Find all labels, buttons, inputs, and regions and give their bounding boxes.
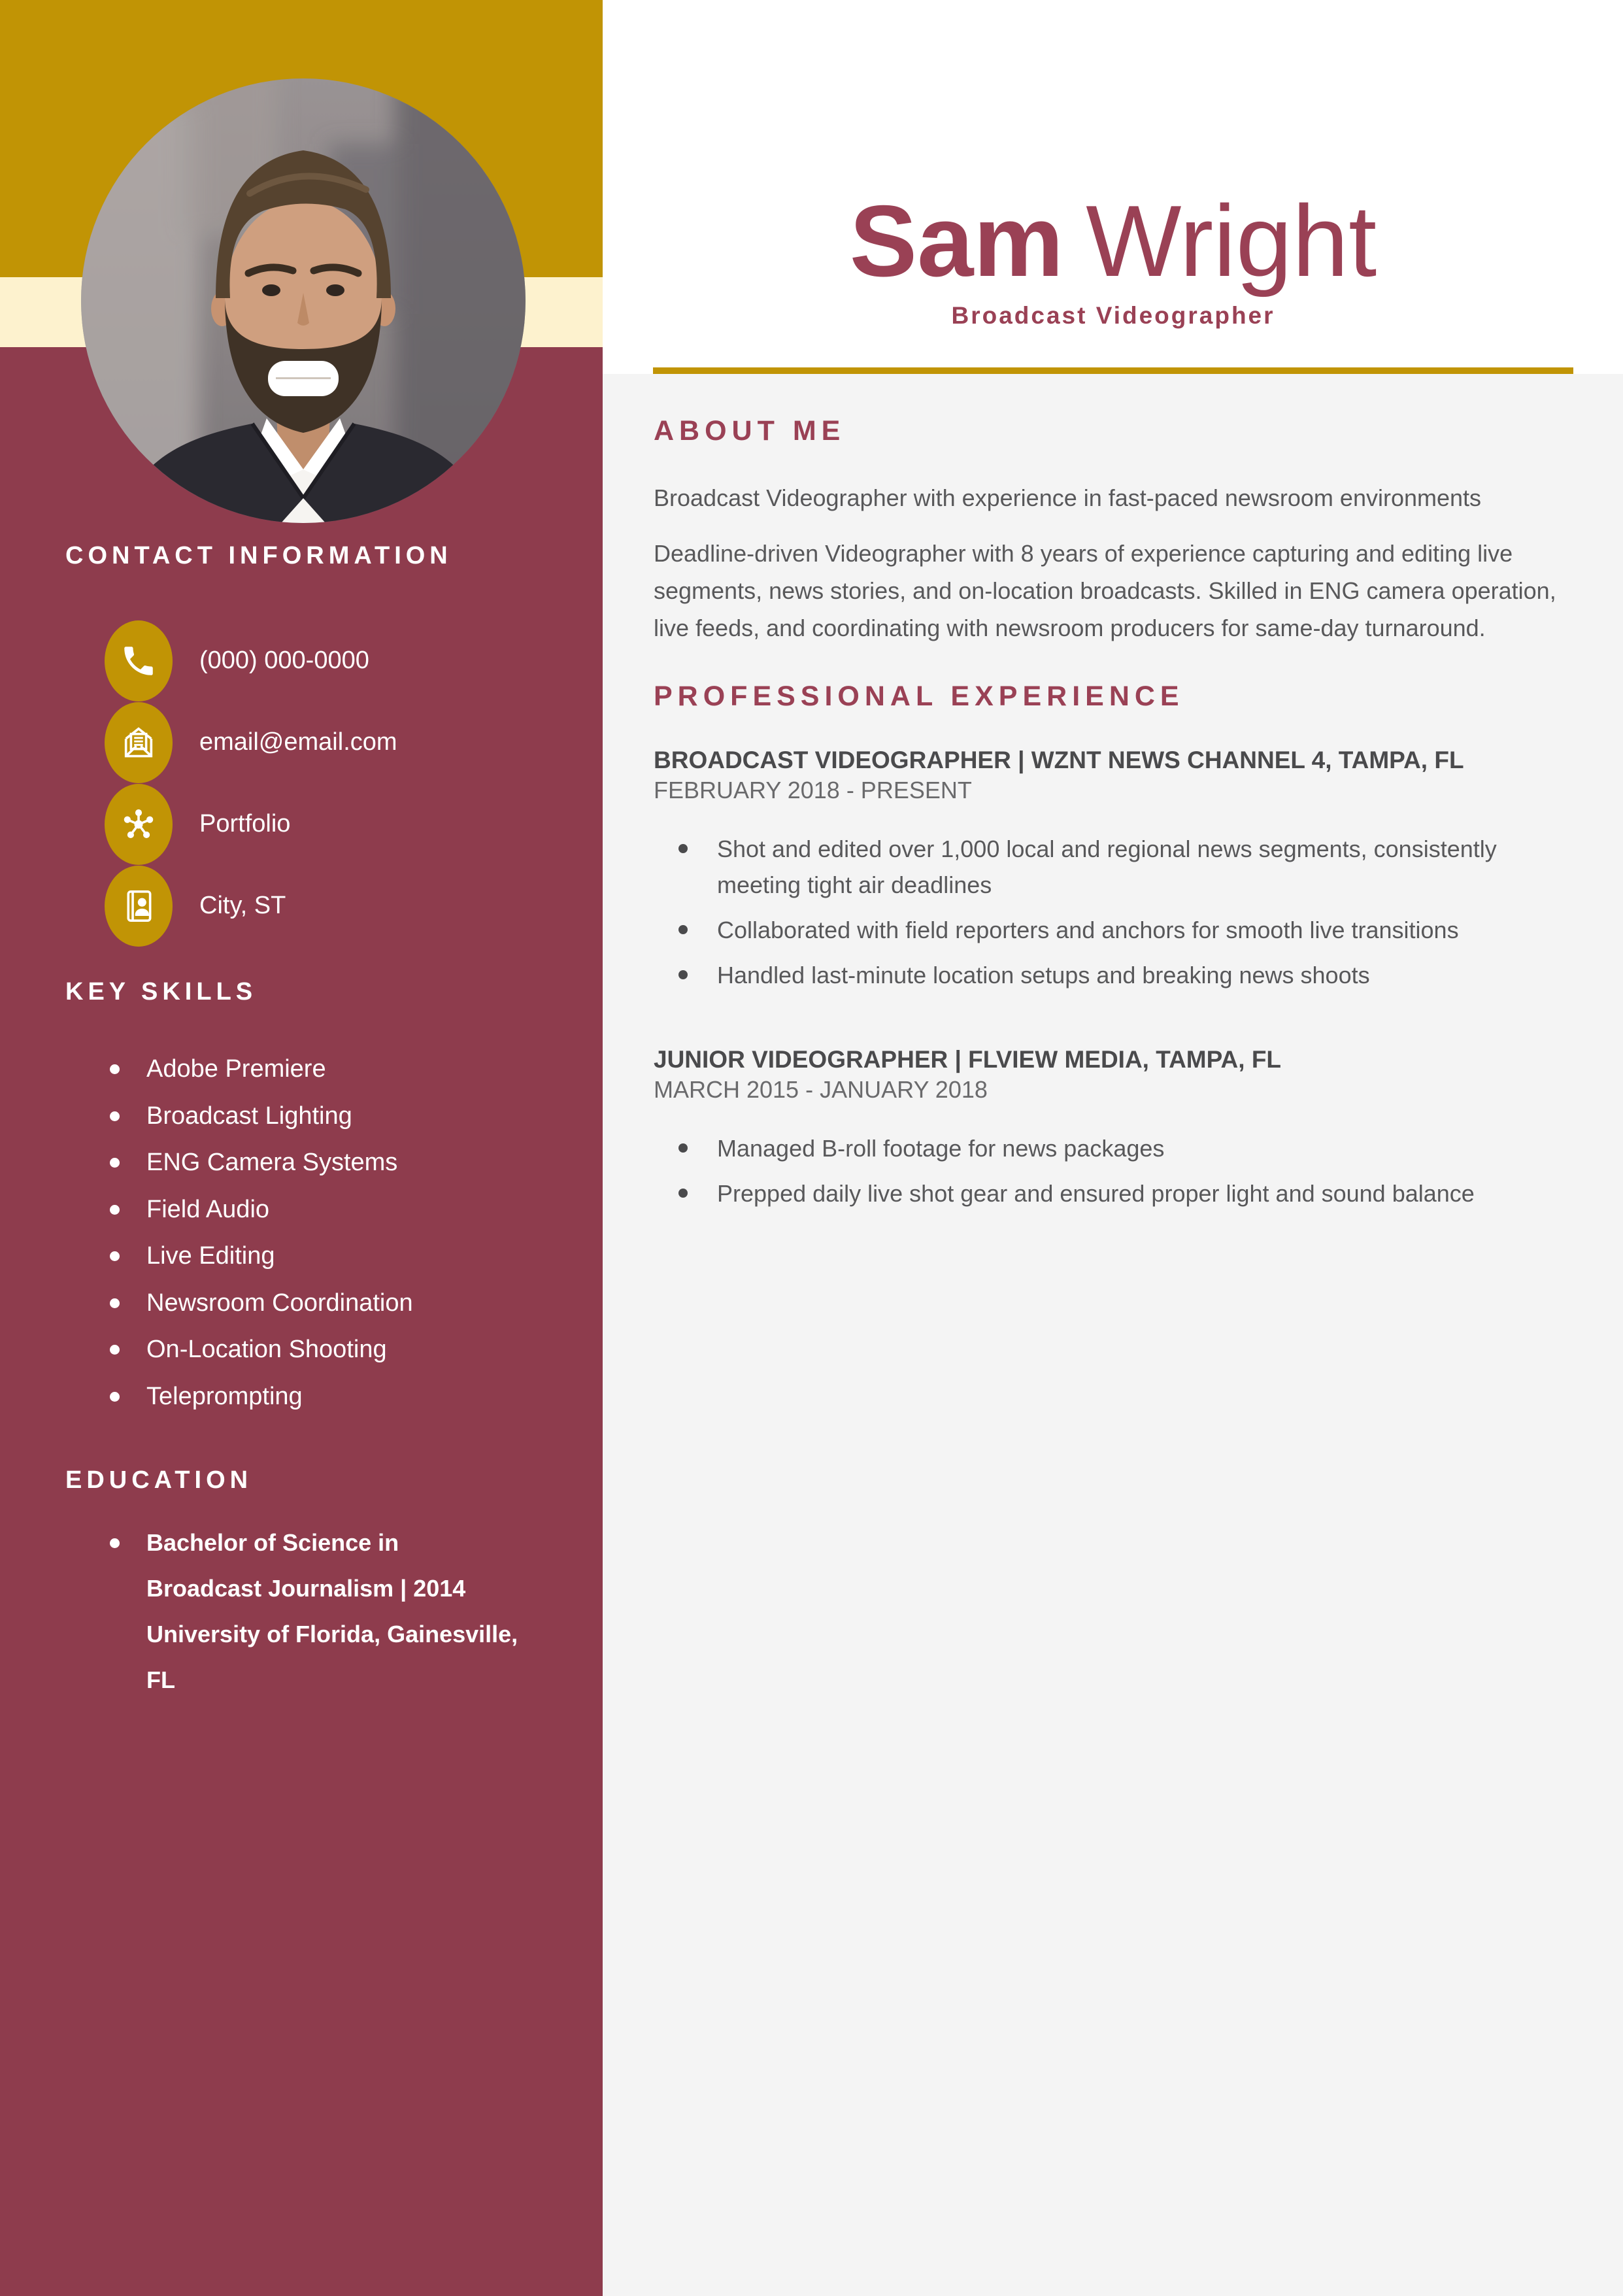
email-value: email@email.com <box>199 728 397 756</box>
job-bullet: Collaborated with field reporters and anchors for smooth live transitions <box>654 912 1547 948</box>
job-entry-1 <box>654 745 1572 993</box>
job-bullet-list <box>654 1130 1547 1211</box>
job-bullet: Managed B-roll footage for news packages <box>654 1130 1547 1166</box>
skill-item: Teleprompting <box>107 1374 413 1421</box>
contact-row-portfolio <box>105 783 397 865</box>
skill-item: On-Location Shooting <box>107 1326 413 1374</box>
education-degree-line: Broadcast Journalism | 2014 <box>146 1575 466 1602</box>
candidate-name <box>653 184 1573 297</box>
portfolio-icon <box>105 784 173 865</box>
contact-row-phone <box>105 620 397 701</box>
job-title: BROADCAST VIDEOGRAPHER | WZNT NEWS CHANNEL 4, TAMPA, FL <box>654 747 1464 773</box>
job-bullet: Handled last-minute location setups and breaking news shoots <box>654 957 1547 993</box>
skill-item: Broadcast Lighting <box>107 1093 413 1140</box>
job-bullet: Prepped daily live shot gear and ensured proper light and sound balance <box>654 1175 1547 1211</box>
portfolio-value: Portfolio <box>199 810 291 837</box>
job-title: JUNIOR VIDEOGRAPHER | FLVIEW MEDIA, TAMPA, FL <box>654 1046 1282 1073</box>
job-dates: FEBRUARY 2018 - PRESENT <box>654 777 972 803</box>
about-me-heading: ABOUT ME <box>654 415 846 447</box>
phone-icon <box>105 620 173 701</box>
phone-value: (000) 000-0000 <box>199 647 369 674</box>
about-summary-long: Deadline-driven Videographer with 8 years of experience capturing and editing live segments, news stories, and on-location broadcasts. Skilled in ENG camera operation, live feeds, and coordinating with newsroom producers for same-day turnaround. <box>654 540 1556 641</box>
education-school-line: University of Florida, Gainesville, <box>146 1621 518 1647</box>
job-entry-2 <box>654 1044 1572 1211</box>
contact-list <box>105 620 397 947</box>
contact-information-heading: CONTACT INFORMATION <box>65 542 452 569</box>
gold-divider <box>653 367 1573 374</box>
education-school-line: FL <box>146 1666 175 1693</box>
skills-list <box>107 1046 413 1420</box>
skill-item: ENG Camera Systems <box>107 1140 413 1187</box>
job-dates: MARCH 2015 - JANUARY 2018 <box>654 1076 988 1103</box>
skill-item: Newsroom Coordination <box>107 1280 413 1327</box>
job-bullet-list <box>654 831 1547 993</box>
profile-photo <box>81 78 526 523</box>
main-content <box>603 374 1623 2296</box>
skill-item: Field Audio <box>107 1187 413 1234</box>
education-degree-line: Bachelor of Science in <box>146 1529 399 1556</box>
job-bullet: Shot and edited over 1,000 local and regional news segments, consistently meeting tight air deadlines <box>654 831 1547 903</box>
about-summary-short: Broadcast Videographer with experience in fast-paced newsroom environments <box>654 484 1482 511</box>
first-name: Sam <box>849 184 1064 297</box>
last-name: Wright <box>1086 184 1377 297</box>
candidate-title: Broadcast Videographer <box>951 302 1275 329</box>
contact-row-location <box>105 865 397 947</box>
skill-item: Adobe Premiere <box>107 1046 413 1093</box>
key-skills-heading: KEY SKILLS <box>65 978 258 1005</box>
professional-experience-heading: PROFESSIONAL EXPERIENCE <box>654 681 1184 712</box>
skill-item: Live Editing <box>107 1233 413 1280</box>
education-text <box>107 1520 558 1703</box>
address-book-icon <box>105 866 173 947</box>
contact-row-email <box>105 701 397 783</box>
education-heading: EDUCATION <box>65 1466 253 1494</box>
sidebar <box>0 0 603 2296</box>
education-entry <box>107 1520 558 1703</box>
header <box>603 0 1623 374</box>
email-icon <box>105 702 173 783</box>
location-value: City, ST <box>199 892 286 919</box>
